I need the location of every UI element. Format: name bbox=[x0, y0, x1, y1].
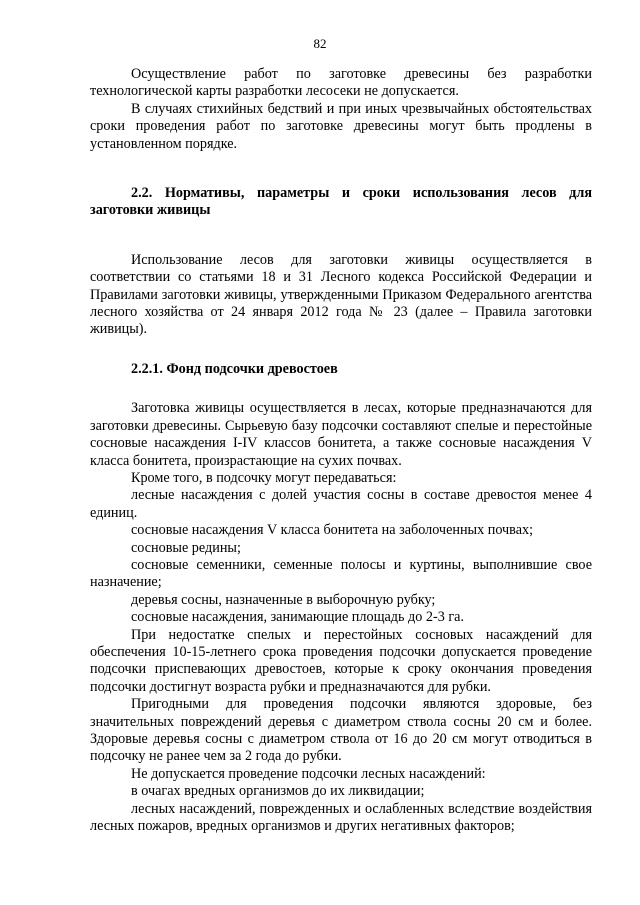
list-item: деревья сосны, назначенные в выборочную рубку; bbox=[131, 591, 436, 608]
paragraph: Использование лесов для заготовки живицы осуществляется в соответствии со статьями 18 и 31 Лесного кодекса Российской Федерации и Правилами заготовки живицы, утвержденными Приказом Федерального агентства лесного хозяйства от 24 января 2012 года № 23 (далее – Правила заготовки живицы). bbox=[90, 251, 592, 338]
page-number: 82 bbox=[313, 36, 327, 51]
paragraph: Осуществление работ по заготовке древесины без разработки технологической карты разработки лесосеки не допускается. bbox=[90, 66, 592, 100]
list-item: сосновые редины; bbox=[131, 539, 241, 556]
paragraph: Кроме того, в подсочку могут передаваться: bbox=[131, 469, 397, 486]
paragraph: При недостатке спелых и перестойных сосновых насаждений для обеспечения 10-15-летнего срока проведения подсочки допускается проведение подсочки приспевающих древостоев, которые к сроку окончания проведения подсочки достигнут возраста рубки и предназначаются для рубки. bbox=[90, 626, 592, 695]
paragraph: Не допускается проведение подсочки лесных насаждений: bbox=[131, 765, 486, 782]
list-item: сосновые семенники, семенные полосы и куртины, выполнившие свое назначение; bbox=[90, 556, 592, 591]
document-body bbox=[90, 66, 592, 835]
list-item: лесных насаждений, поврежденных и ослабленных вследствие воздействия лесных пожаров, вредных организмов и других негативных факторов; bbox=[90, 800, 592, 835]
list-item: лесные насаждения с долей участия сосны в составе древостоя менее 4 единиц. bbox=[90, 487, 592, 521]
paragraph: Пригодными для проведения подсочки являются здоровые, без значительных повреждений деревья с диаметром ствола сосны 20 см и более. Здоровые деревья сосны с диаметром ствола от 16 до 20 см могут отводиться в подсочку не ранее чем за 2 года до рубки. bbox=[90, 696, 592, 765]
paragraph: Заготовка живицы осуществляется в лесах, которые предназначаются для заготовки древесины. Сырьевую базу подсочки составляют спелые и перестойные сосновые насаждения I-IV классов бонитета, а также сосновые насаждения V класса бонитета, произрастающие на сухих почвах. bbox=[90, 400, 592, 469]
list-item: в очагах вредных организмов до их ликвидации; bbox=[131, 783, 425, 800]
list-item: сосновые насаждения, занимающие площадь до 2-3 га. bbox=[131, 609, 465, 626]
paragraph: В случаях стихийных бедствий и при иных чрезвычайных обстоятельствах сроки проведения работ по заготовке древесины могут быть продлены в установленном порядке. bbox=[90, 100, 592, 152]
list-item: сосновые насаждения V класса бонитета на заболоченных почвах; bbox=[131, 522, 534, 539]
subsection-heading: 2.2.1. Фонд подсочки древостоев bbox=[131, 360, 338, 377]
section-heading: 2.2. Нормативы, параметры и сроки использования лесов для заготовки живицы bbox=[90, 185, 592, 219]
